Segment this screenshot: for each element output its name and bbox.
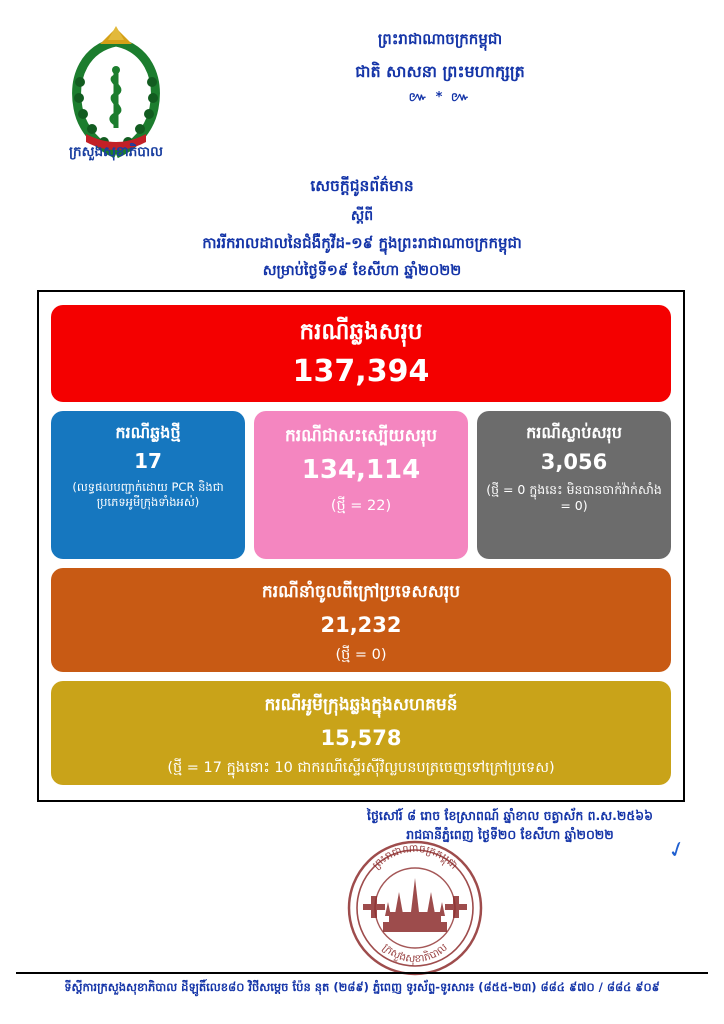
footer-divider [16,972,708,974]
new-cases-value: 17 [134,449,162,473]
title-line-2: ស្តីពី [350,208,374,224]
title-line-1: សេចក្តីជូនព័ត៌មាន [310,177,414,195]
new-cases-note: (លទ្ធផលបញ្ជាក់ដោយ PCR និងជាប្រភេទអូមីក្រុងទាំងអស់) [72,480,224,509]
svg-text:ព្រះរាជាណាចក្រកម្ពុជា: ព្រះរាជាណាចក្រកម្ពុជា [370,842,460,872]
recovered-cases-label: ករណីជាសះស្បើយសរុប [285,426,437,446]
imported-cases-value: 21,232 [320,613,402,638]
total-cases-label: ករណីឆ្លងសរុប [299,319,423,345]
ministry-label: ក្រសួងសុខាភិបាល [69,144,163,160]
deaths-value: 3,056 [540,450,608,474]
kingdom-heading [200,30,680,108]
handwritten-signature: ✓ [664,835,690,866]
kingdom-ornament: ៚ * ៚ [408,90,472,105]
footer-contact-info: ទីស្តីការក្រសួងសុខាភិបាល ដីឡូតិ៍លេខ៨០ វិថីសម្តេច ប៉ែន នុត (២៨៩) ភ្នំពេញ ទូរស័ព្ទ-ទូរសារ៖ (៨៥៥-២៣) ៨៨៤ ៩៧០ / ៨៨៤ ៩០៩ [64,980,660,994]
title-line-4: សម្រាប់ថ្ងៃទី១៩ ខែសីហា ឆ្នាំ២០២២ [262,263,462,279]
total-cases-value: 137,394 [292,353,430,389]
deaths-label: ករណីស្លាប់សរុប [526,423,622,442]
imported-cases-panel [51,568,671,672]
new-cases-panel [51,411,245,559]
imported-cases-note: (ថ្មី = 0) [335,647,387,664]
community-cases-note: (ថ្មី = 17 ក្នុងនោះ 10 ជាករណីស្ទើរសុីវិល្លបនបត្រចេញទៅក្រៅប្រទេស) [167,760,555,777]
official-seal-icon [300,838,530,978]
recovered-cases-note: (ថ្មី = 22) [330,498,392,515]
kingdom-line-2: ជាតិ សាសនា ព្រះមហាក្សត្រ [355,62,525,81]
community-cases-value: 15,578 [320,726,402,751]
statistics-box [37,290,685,802]
document-title-block [0,176,724,283]
title-line-3: ការរីករាលដាលនៃជំងឺកូវីដ-១៩ ក្នុងព្រះរាជាណាចក្រកម្ពុជា [202,234,522,252]
signature-date-gregorian: រាជធានីភ្នំពេញ ថ្ងៃទី២០ ខែសីហា ឆ្នាំ២០២២ [406,827,614,843]
deaths-note: (ថ្មី = 0 ក្នុងនេះ មិនបានចាក់វ៉ាក់សាំង = 0) [486,482,662,514]
recovered-cases-panel [254,411,468,559]
kingdom-line-1: ព្រះរាជាណាចក្រកម្ពុជា [377,30,503,48]
total-cases-panel [51,305,671,402]
imported-cases-label: ករណីនាំចូលពីក្រៅប្រទេសសរុប [261,582,461,602]
deaths-panel [477,411,671,559]
svg-text:ក្រសួងសុខាភិបាល: ក្រសួងសុខាភិបាល [380,941,450,966]
signature-date-lunar: ថ្ងៃសៅរ៍ ៨ រោច ខែស្រាពណ៍ ឆ្នាំខាល ចត្វាស័ក ព.ស.២៥៦៦ [367,808,653,823]
recovered-cases-value: 134,114 [301,455,421,486]
community-cases-label: ករណីអូមីក្រុងឆ្លងក្នុងសហគមន៍ [264,695,458,715]
community-cases-panel [51,681,671,785]
document-header [0,0,724,172]
stats-row [51,411,671,559]
new-cases-label: ករណីឆ្លងថ្មី [115,423,181,442]
